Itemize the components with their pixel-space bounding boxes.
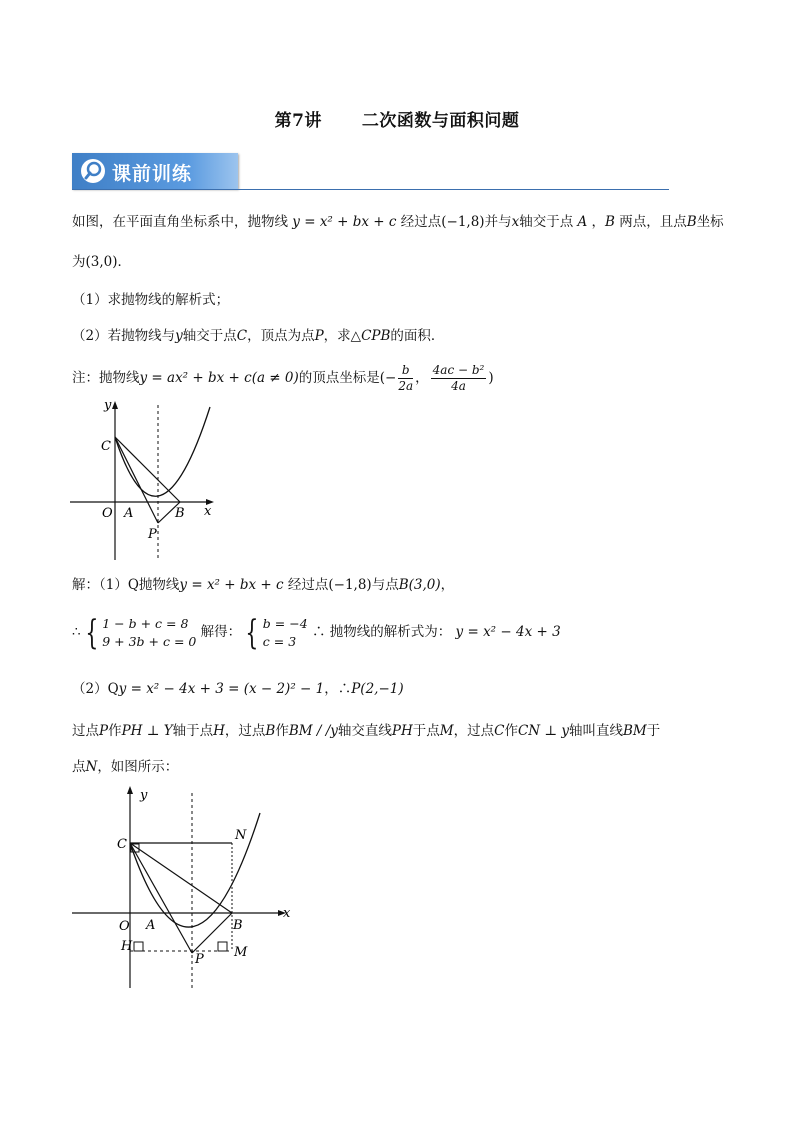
page-title xyxy=(0,106,794,131)
fraction-vertex-y: $\frac{\text{4ac − b²}}{4a}$ xyxy=(432,363,485,393)
fig2-label-M: M xyxy=(234,945,248,960)
fig2-label-y: y xyxy=(140,788,148,803)
fig2-label-O: O xyxy=(119,919,130,934)
problem-line-2: 为(3,0)． xyxy=(72,254,132,270)
figure-1 xyxy=(60,395,230,565)
search-icon xyxy=(80,158,106,184)
fig2-label-P: P xyxy=(195,952,204,967)
fig1-label-B: B xyxy=(175,506,185,521)
fig2-label-N: N xyxy=(235,828,247,843)
fig2-label-B: B xyxy=(233,918,243,933)
equation-system-1: 1 − b + c = 8 9 + 3b + c = 0 xyxy=(102,615,197,649)
fig1-label-x: x xyxy=(204,504,212,519)
fraction-b-over-2a: $\frac{b}{2a}$ xyxy=(398,363,414,393)
lesson-topic: 二次函数与面积问题 xyxy=(361,111,520,131)
question-2: （2）若抛物线与y轴交于点C，顶点为点P，求△CPB的面积． xyxy=(72,328,445,344)
fig1-label-C: C xyxy=(101,439,111,454)
problem-line-1: 如图，在平面直角坐标系中，抛物线 y = x² + bx + c 经过点(−1,8)并与x轴交于点 A ，B 两点，且点B坐标 xyxy=(72,214,724,230)
fig2-label-C: C xyxy=(117,837,127,852)
fig2-label-A: A xyxy=(146,918,156,933)
section-banner xyxy=(72,153,238,189)
fig1-label-P: P xyxy=(148,527,157,542)
fig1-label-A: A xyxy=(124,506,134,521)
fig2-label-x: x xyxy=(283,906,291,921)
banner-label: 课前训练 xyxy=(112,163,193,185)
solution-line-4: 过点P作PH ⊥ Y轴于点H，过点B作BM / /y轴交直线PH于点M，过点C作CN ⊥ y轴叫直线BM于 xyxy=(72,723,661,739)
solution-line-2: ∴ { 1 − b + c = 8 9 + 3b + c = 0 解得： { b = −4 c = 3 ∴ 抛物线的解析式为： y = x² − 4x + 3 xyxy=(72,612,561,653)
solution-line-5: 点N，如图所示： xyxy=(72,759,179,775)
solution-line-1: 解：（1）Q抛物线y = x² + bx + c 经过点(−1,8)与点B(3,0)， xyxy=(72,577,455,593)
section-divider xyxy=(72,189,669,190)
figure-2 xyxy=(64,783,304,993)
solution-line-3: （2）Qy = x² − 4x + 3 = (x − 2)² − 1，∴P(2,−1) xyxy=(72,681,404,697)
fig2-label-H: H xyxy=(121,939,133,954)
question-1: （1）求抛物线的解析式； xyxy=(72,292,230,308)
fig1-label-O: O xyxy=(102,506,113,521)
note-line: 注：抛物线y = ax² + bx + c(a ≠ 0)的顶点坐标是(− $\frac{b}{2a}$ ， $\frac{\text{4ac − b²}}{4a}$ ) xyxy=(72,363,494,393)
lesson-number: 第7讲 xyxy=(274,111,322,131)
fig1-label-y: y xyxy=(104,398,112,413)
equation-system-2: b = −4 c = 3 xyxy=(262,615,308,649)
